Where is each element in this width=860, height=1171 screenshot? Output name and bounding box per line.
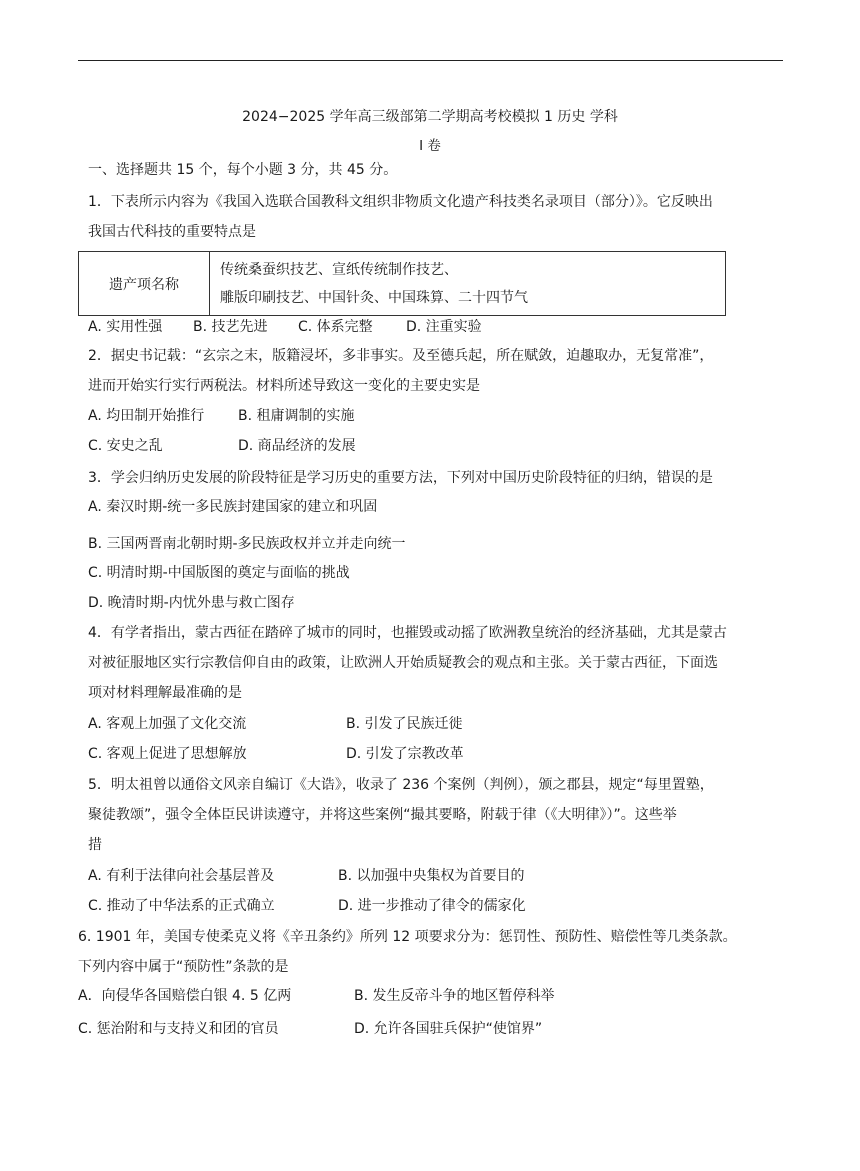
question-6-stem-line: 6. 1901 年，美国专使柔克义将《辛丑条约》所列 12 项要求分为：惩罚性、预防性、赔偿性等几类条款。 xyxy=(78,929,737,945)
heritage-items-line: 传统桑蚕织技艺、宣纸传统制作技艺、 xyxy=(220,261,458,278)
question-1-option-b: B. 技艺先进 xyxy=(193,319,268,335)
question-4-stem-line: 4．有学者指出，蒙古西征在踏碎了城市的同时，也摧毁或动摇了欧洲教皇统治的经济基础，尤其是蒙古 xyxy=(88,625,727,641)
question-5-option-b: B. 以加强中央集权为首要目的 xyxy=(338,868,525,884)
question-1-option-a: A. 实用性强 xyxy=(88,319,163,335)
heritage-items-line: 雕版印刷技艺、中国针灸、中国珠算、二十四节气 xyxy=(220,289,528,306)
heritage-table-label: 遗产项名称 xyxy=(79,252,210,316)
volume-label: I 卷 xyxy=(419,138,441,154)
section-intro: 一、选择题共 15 个，每个小题 3 分，共 45 分。 xyxy=(88,162,398,178)
question-2-option-b: B. 租庸调制的实施 xyxy=(238,408,355,424)
question-5-stem-line: 聚徒教颂”，强令全体臣民讲读遵守，并将这些案例“撮其要略，附载于律（《大明律》）”。这些举 xyxy=(88,807,677,823)
question-5-option-c: C. 推动了中华法系的正式确立 xyxy=(88,898,275,914)
question-4-option-d: D. 引发了宗教改革 xyxy=(346,746,464,762)
question-3-option-a: A. 秦汉时期-统一多民族封建国家的建立和巩固 xyxy=(88,499,378,515)
question-5-option-d: D. 进一步推动了律令的儒家化 xyxy=(338,898,526,914)
question-3-stem-line: 3．学会归纳历史发展的阶段特征是学习历史的重要方法，下列对中国历史阶段特征的归纳，错误的是 xyxy=(88,470,713,486)
question-3-option-c: C. 明清时期-中国版图的奠定与面临的挑战 xyxy=(88,565,350,581)
heritage-table-items xyxy=(210,252,726,316)
question-6-stem-line: 下列内容中属于“预防性”条款的是 xyxy=(78,959,289,975)
question-1-stem-line: 我国古代科技的重要特点是 xyxy=(88,224,256,240)
question-2-option-d: D. 商品经济的发展 xyxy=(238,438,356,454)
question-3-option-b: B. 三国两晋南北朝时期-多民族政权并立并走向统一 xyxy=(88,536,406,552)
heritage-table xyxy=(78,251,726,316)
question-4-option-c: C. 客观上促进了思想解放 xyxy=(88,746,247,762)
question-5-stem-line: 5．明太祖曾以通俗文风亲自编订《大诰》，收录了 236 个案例（判例），颁之郡县，规定“每里置塾， xyxy=(88,777,714,793)
question-3-option-d: D. 晚清时期-内忧外患与救亡图存 xyxy=(88,595,295,611)
question-1-stem-line: 1．下表所示内容为《我国入选联合国教科文组织非物质文化遗产科技类名录项目（部分）》。它反映出 xyxy=(88,194,713,210)
question-5-stem-line: 措 xyxy=(88,837,102,853)
question-2-option-c: C. 安史之乱 xyxy=(88,438,163,454)
question-6-option-d: D. 允许各国驻兵保护“使馆界” xyxy=(354,1021,543,1037)
question-4-option-b: B. 引发了民族迁徙 xyxy=(346,716,463,732)
question-1-option-c: C. 体系完整 xyxy=(298,319,373,335)
question-6-option-b: B. 发生反帝斗争的地区暂停科举 xyxy=(354,988,555,1004)
question-4-stem-line: 对被征服地区实行宗教信仰自由的政策，让欧洲人开始质疑教会的观点和主张。关于蒙古西征，下面选 xyxy=(88,655,718,671)
question-6-option-a: A．向侵华各国赔偿白银 4. 5 亿两 xyxy=(78,988,292,1004)
question-2-stem-line: 进而开始实行实行两税法。材料所述导致这一变化的主要史实是 xyxy=(88,378,480,394)
question-6-option-c: C. 惩治附和与支持义和团的官员 xyxy=(78,1021,279,1037)
header-rule xyxy=(78,60,783,61)
question-2-option-a: A. 均田制开始推行 xyxy=(88,408,205,424)
exam-title: 2024−2025 学年高三级部第二学期高考校模拟 1 历史 学科 xyxy=(242,109,618,125)
question-2-stem-line: 2．据史书记载：“玄宗之末，版籍浸坏，多非事实。及至德兵起，所在赋敛，迫趣取办，无复常准”， xyxy=(88,348,714,364)
question-4-option-a: A. 客观上加强了文化交流 xyxy=(88,716,247,732)
question-1-option-d: D. 注重实验 xyxy=(406,319,482,335)
question-4-stem-line: 项对材料理解最准确的是 xyxy=(88,685,242,701)
question-5-option-a: A. 有利于法律向社会基层普及 xyxy=(88,868,275,884)
